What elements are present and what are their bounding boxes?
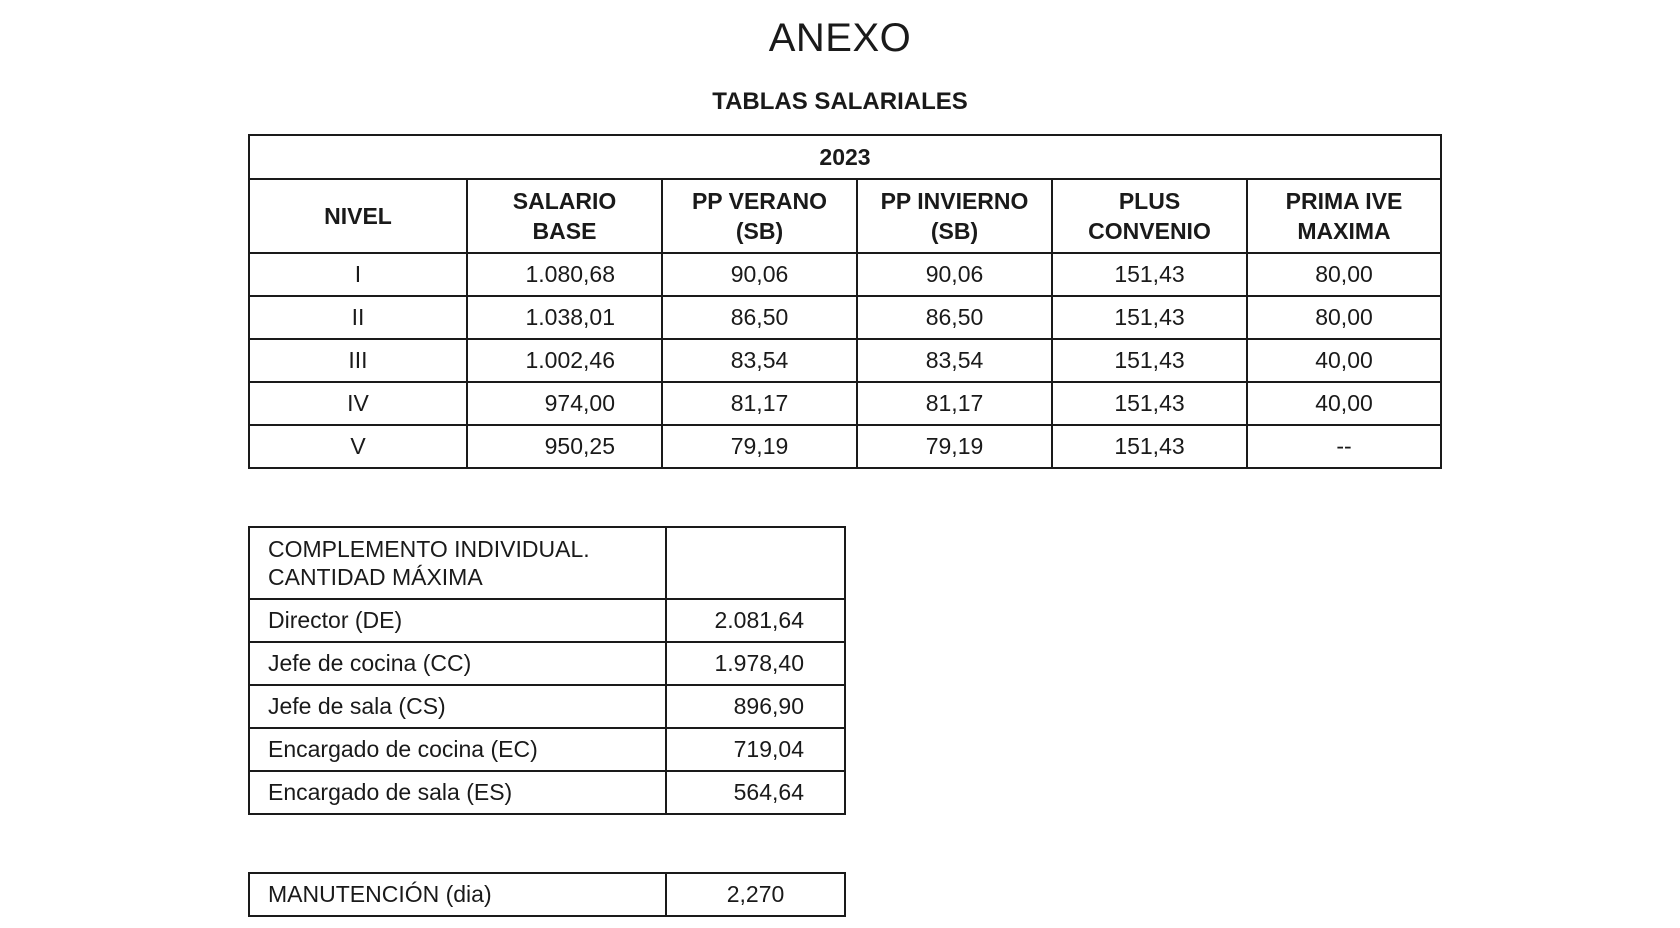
table-row	[249, 296, 1441, 339]
table-row	[249, 873, 845, 916]
cell-nivel: I	[249, 253, 467, 296]
manutencion-label: MANUTENCIÓN (dia)	[249, 873, 666, 916]
cell-prima-ive: 80,00	[1247, 253, 1441, 296]
cell-amount: 564,64	[666, 771, 845, 814]
cell-prima-ive: 40,00	[1247, 382, 1441, 425]
cell-prima-ive: 40,00	[1247, 339, 1441, 382]
cell-plus-convenio: 151,43	[1052, 425, 1247, 468]
page-title: ANEXO	[768, 16, 912, 60]
cell-role: Jefe de cocina (CC)	[249, 642, 666, 685]
cell-prima-ive: 80,00	[1247, 296, 1441, 339]
manutencion-table	[248, 872, 846, 917]
cell-pp-verano: 81,17	[662, 382, 857, 425]
cell-plus-convenio: 151,43	[1052, 382, 1247, 425]
table-row	[249, 771, 845, 814]
cell-salario-base: 1.080,68	[467, 253, 662, 296]
cell-role: Encargado de cocina (EC)	[249, 728, 666, 771]
year-header: 2023	[249, 135, 1441, 179]
table-row	[249, 339, 1441, 382]
cell-plus-convenio: 151,43	[1052, 253, 1247, 296]
table-row	[249, 728, 845, 771]
cell-plus-convenio: 151,43	[1052, 296, 1247, 339]
column-header-salario-base: SALARIO BASE	[467, 179, 662, 253]
cell-pp-verano: 79,19	[662, 425, 857, 468]
complement-table	[248, 526, 846, 815]
table-row	[249, 642, 845, 685]
manutencion-value: 2,270	[666, 873, 845, 916]
table-row	[249, 425, 1441, 468]
year-row	[249, 135, 1441, 179]
table-row	[249, 685, 845, 728]
column-header-pp-verano: PP VERANO (SB)	[662, 179, 857, 253]
table-row	[249, 599, 845, 642]
cell-amount: 1.978,40	[666, 642, 845, 685]
cell-pp-invierno: 90,06	[857, 253, 1052, 296]
cell-salario-base: 1.038,01	[467, 296, 662, 339]
salary-table	[248, 134, 1442, 469]
cell-nivel: V	[249, 425, 467, 468]
cell-nivel: II	[249, 296, 467, 339]
cell-pp-invierno: 83,54	[857, 339, 1052, 382]
cell-prima-ive: --	[1247, 425, 1441, 468]
cell-nivel: IV	[249, 382, 467, 425]
column-header-plus-convenio: PLUS CONVENIO	[1052, 179, 1247, 253]
cell-amount: 2.081,64	[666, 599, 845, 642]
cell-nivel: III	[249, 339, 467, 382]
cell-pp-invierno: 79,19	[857, 425, 1052, 468]
complement-header-row	[249, 527, 845, 599]
cell-amount: 896,90	[666, 685, 845, 728]
table-row	[249, 253, 1441, 296]
cell-salario-base: 974,00	[467, 382, 662, 425]
column-header-pp-invierno: PP INVIERNO (SB)	[857, 179, 1052, 253]
cell-amount: 719,04	[666, 728, 845, 771]
cell-pp-verano: 86,50	[662, 296, 857, 339]
cell-pp-verano: 90,06	[662, 253, 857, 296]
cell-role: Encargado de sala (ES)	[249, 771, 666, 814]
complement-header: COMPLEMENTO INDIVIDUAL. CANTIDAD MÁXIMA	[249, 527, 666, 599]
cell-pp-invierno: 86,50	[857, 296, 1052, 339]
cell-plus-convenio: 151,43	[1052, 339, 1247, 382]
cell-salario-base: 950,25	[467, 425, 662, 468]
page-subtitle: TABLAS SALARIALES	[712, 88, 968, 115]
cell-salario-base: 1.002,46	[467, 339, 662, 382]
column-header-nivel: NIVEL	[249, 179, 467, 253]
column-header-row	[249, 179, 1441, 253]
complement-header-value	[666, 527, 845, 599]
cell-role: Jefe de sala (CS)	[249, 685, 666, 728]
cell-pp-verano: 83,54	[662, 339, 857, 382]
cell-role: Director (DE)	[249, 599, 666, 642]
column-header-prima-ive: PRIMA IVE MAXIMA	[1247, 179, 1441, 253]
cell-pp-invierno: 81,17	[857, 382, 1052, 425]
table-row	[249, 382, 1441, 425]
